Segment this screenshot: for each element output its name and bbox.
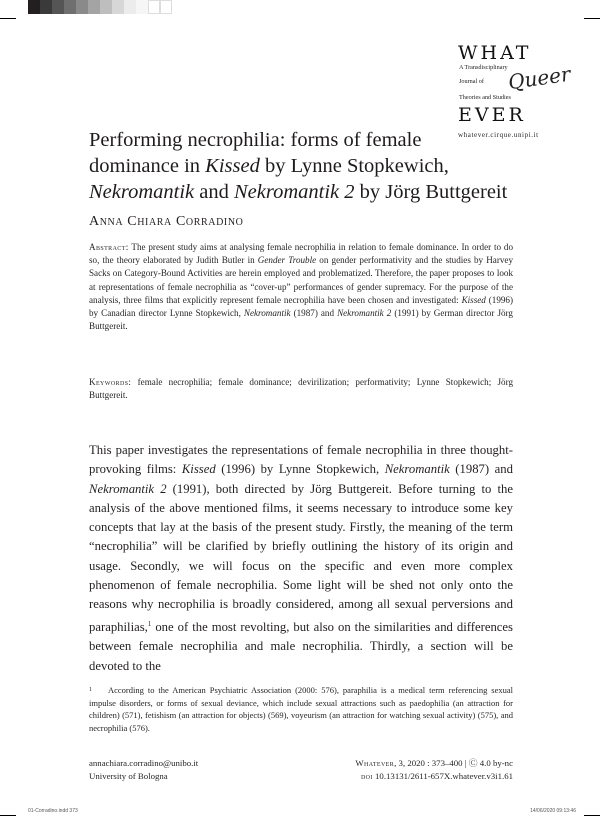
- footer-citation: [355, 757, 513, 782]
- footnote-text: According to the American Psychiatric Association (2000: 576), paraphilia is a medical term referencing sexual impulse disorders, or forms of sexual deviance, which include sexual attractions such as paedophilia (an attraction for children) (571), fetishism (an attraction for objects) (569), voyeurism (an attraction for watching sexual activity) (575), and necrophilia (576).: [89, 685, 513, 733]
- logo-queer: Queer: [506, 61, 572, 95]
- body-kissed: Kissed: [181, 462, 216, 477]
- journal-name: Whatever: [355, 758, 395, 768]
- swatch-5: [76, 0, 88, 14]
- logo-line-1: A Transdisciplinary: [459, 64, 508, 71]
- logo-url: whatever.cirque.unipi.it: [458, 131, 539, 139]
- swatch-4: [64, 0, 76, 14]
- slug-file-info: 01-Corradino.indd 373: [28, 808, 78, 814]
- footnote-mark: 1: [89, 687, 92, 693]
- abstract-text-3: (1996) by Canadian director Lynne Stopkewich,: [89, 294, 513, 319]
- body-text-5: one of the most revolting, but also on the similarities and differences between female necrophilia and male necrophilia. Thirdly, a section will be devoted to the: [89, 619, 513, 673]
- abstract-gender-trouble: Gender Trouble: [257, 255, 317, 266]
- swatch-3: [52, 0, 64, 14]
- footnote-reference[interactable]: 1: [147, 619, 152, 628]
- swatch-1: [28, 0, 40, 14]
- title-line-2c: by Lynne Stopkewich,: [259, 155, 449, 177]
- crop-mark-bottom-right: [584, 815, 600, 816]
- author-email[interactable]: annachiara.corradino@unibo.it: [89, 758, 199, 768]
- abstract-text-5: (1991) by German director Jörg Buttgereit.: [89, 308, 513, 332]
- body-text-1: This paper investigates the representations of female necrophilia in three thought-provoking films:: [89, 443, 513, 477]
- keywords-text: female necrophilia; female dominance; devirilization; performativity; Lynne Stopkewich; Jörg Buttgereit.: [89, 377, 513, 401]
- swatch-12: [160, 0, 172, 14]
- article-title: [89, 127, 529, 205]
- body-nekromantik-2: Nekromantik 2: [89, 481, 167, 496]
- title-line-1: Performing necrophilia: forms of female: [89, 129, 422, 151]
- body-paragraph: [89, 441, 513, 676]
- crop-mark-top-right: [584, 18, 600, 19]
- title-line-2a: dominance in: [89, 155, 206, 177]
- crop-mark-bottom-left: [0, 815, 16, 816]
- abstract: [89, 241, 513, 333]
- keywords: [89, 376, 513, 402]
- author-name: Anna Chiara Corradino: [89, 214, 244, 229]
- swatch-8: [112, 0, 124, 14]
- logo-bottom-word: EVER: [458, 104, 526, 126]
- swatch-10: [136, 0, 148, 14]
- cc-icon: Ⓒ: [468, 758, 478, 768]
- swatch-2: [40, 0, 52, 14]
- logo-line-3: Theories and Studies: [459, 94, 511, 101]
- logo-top-word: WHAT: [458, 42, 532, 64]
- swatch-11: [148, 0, 160, 14]
- swatch-7: [100, 0, 112, 14]
- doi-label: doi: [360, 770, 373, 781]
- abstract-kissed: Kissed: [461, 294, 486, 305]
- footer-author-info: [89, 757, 198, 782]
- slug-timestamp: 14/06/2020 09:13:46: [530, 808, 576, 814]
- body-nekromantik: Nekromantik: [384, 462, 450, 477]
- body-text-3: (1987) and: [449, 462, 513, 477]
- license-text: 4.0 by-nc: [479, 758, 513, 768]
- crop-mark-top-left: [0, 18, 16, 19]
- abstract-nekromantik-2: Nekromantik 2: [337, 308, 392, 319]
- color-calibration-bar: [28, 0, 172, 14]
- title-nekromantik-2: Nekromantik 2: [234, 181, 355, 203]
- abstract-text-1: The present study aims at analysing female necrophilia in relation to female dominance. In order to do so, the theory elaborated by Judith Butler in: [89, 242, 513, 266]
- abstract-nekromantik: Nekromantik: [243, 308, 291, 319]
- title-and: and: [194, 181, 234, 203]
- footnote: [89, 684, 513, 734]
- title-nekromantik: Nekromantik: [89, 181, 195, 203]
- author-affiliation: University of Bologna: [89, 770, 168, 781]
- abstract-text-2: on gender performativity and the studies by Harvey Sacks on Category-Bound Activities are herein employed and problematized. Therefore, the paper proposes to look at representations of female necrophilia as “cover-up” performances of gender supremacy. For the purpose of the analysis, three films that explicitly represent female necrophilia have been chosen and investigated:: [89, 255, 513, 305]
- swatch-6: [88, 0, 100, 14]
- logo-line-2: Journal of: [459, 78, 484, 85]
- body-text-4: (1991), both directed by Jörg Buttgereit. Before turning to the analysis of the above mentioned films, it seems necessary to introduce some key concepts that lay at the basis of the present study. Firstly, the meaning of the term “necrophilia” will be clarified by briefly outlining the history of its origin and usage. Secondly, we will focus on the specific and even more complex phenomenon of female necrophilia. Some light will be shed not only onto the reasons why necrophilia is broadly considered, among all sexual perversions and paraphilias,: [89, 481, 513, 634]
- keywords-label: Keywords:: [89, 377, 132, 387]
- abstract-text-4: (1987) and: [290, 308, 338, 319]
- title-kissed: Kissed: [205, 155, 260, 177]
- citation-text: , 3, 2020 : 373–400 |: [394, 758, 469, 768]
- swatch-9: [124, 0, 136, 14]
- abstract-label: Abstract:: [89, 242, 129, 252]
- body-text-2: (1996) by Lynne Stopkewich,: [215, 462, 385, 477]
- title-by-author: by Jörg Buttgereit: [354, 181, 508, 203]
- doi-value[interactable]: 10.13131/2611-657X.whatever.v3i1.61: [372, 770, 513, 781]
